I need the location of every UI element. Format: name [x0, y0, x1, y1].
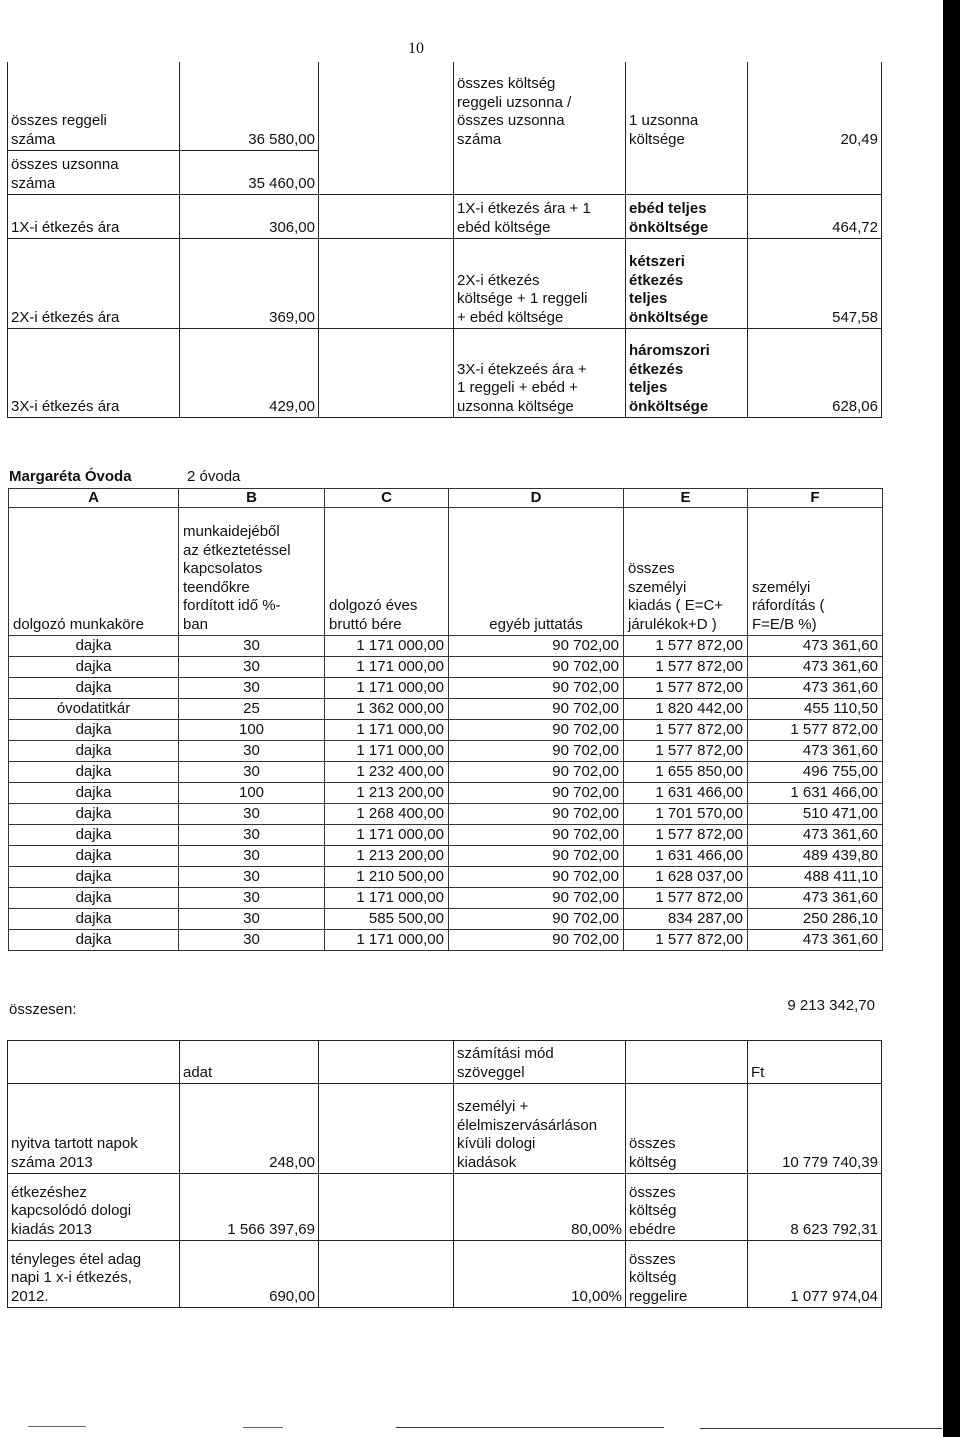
- scan-edge-bar: [943, 0, 960, 1437]
- total-personnel-cost: 1 577 872,00: [624, 720, 748, 741]
- column-letter: E: [624, 489, 748, 508]
- divider: [243, 1427, 283, 1428]
- grid-line: [7, 1307, 882, 1308]
- result-value: 464,72: [832, 218, 878, 236]
- personnel-expense: 455 110,50: [748, 699, 883, 720]
- time-percent: 100: [179, 783, 325, 804]
- other-benefit: 90 702,00: [449, 846, 624, 867]
- divider: [396, 1427, 664, 1428]
- column-header: egyéb juttatás: [449, 508, 624, 636]
- job-title: dajka: [9, 888, 179, 909]
- personnel-expense: 488 411,10: [748, 867, 883, 888]
- staff-rows: [9, 636, 883, 951]
- calc-description: személyi + élelmiszervásárláson kívüli dologi kiadások: [457, 1098, 598, 1171]
- row-value: 690,00: [269, 1287, 315, 1305]
- other-benefit: 90 702,00: [449, 825, 624, 846]
- table-row: [9, 888, 883, 909]
- other-benefit: 90 702,00: [449, 867, 624, 888]
- time-percent: 30: [179, 909, 325, 930]
- total-personnel-cost: 834 287,00: [624, 909, 748, 930]
- total-personnel-cost: 1 631 466,00: [624, 783, 748, 804]
- column-letter: B: [179, 489, 325, 508]
- grid-line: [881, 62, 882, 418]
- row-value: 35 460,00: [248, 174, 315, 192]
- column-header: számítási mód szöveggel: [457, 1045, 554, 1081]
- table-row: [9, 867, 883, 888]
- time-percent: 30: [179, 888, 325, 909]
- other-benefit: 90 702,00: [449, 657, 624, 678]
- table-row: [9, 930, 883, 951]
- row-label: tényleges étel adag napi 1 x-i étkezés, 2012.: [11, 1250, 142, 1305]
- total-personnel-cost: 1 577 872,00: [624, 678, 748, 699]
- gross-salary: 1 232 400,00: [325, 762, 449, 783]
- gross-salary: 1 171 000,00: [325, 636, 449, 657]
- result-label: háromszori étkezés teljes önköltsége: [629, 342, 710, 415]
- personnel-expense: 1 577 872,00: [748, 720, 883, 741]
- staff-cost-table: [8, 488, 882, 951]
- total-value: 9 213 342,70: [787, 997, 875, 1014]
- other-benefit: 90 702,00: [449, 678, 624, 699]
- time-percent: 30: [179, 825, 325, 846]
- total-personnel-cost: 1 577 872,00: [624, 930, 748, 951]
- time-percent: 30: [179, 657, 325, 678]
- job-title: dajka: [9, 846, 179, 867]
- job-title: dajka: [9, 741, 179, 762]
- total-personnel-cost: 1 631 466,00: [624, 846, 748, 867]
- result-value: 547,58: [832, 308, 878, 326]
- gross-salary: 1 171 000,00: [325, 678, 449, 699]
- personnel-expense: 250 286,10: [748, 909, 883, 930]
- table-row: [9, 699, 883, 720]
- divider: [28, 1426, 86, 1427]
- row-value: 306,00: [269, 218, 315, 236]
- column-header: összes személyi kiadás ( E=C+ járulékok+D ): [624, 508, 748, 636]
- gross-salary: 1 171 000,00: [325, 741, 449, 762]
- time-percent: 25: [179, 699, 325, 720]
- personnel-expense: 1 631 466,00: [748, 783, 883, 804]
- institution-title: Margaréta Óvoda: [9, 468, 132, 485]
- row-value: 36 580,00: [248, 130, 315, 148]
- row-value: 369,00: [269, 308, 315, 326]
- percent-value: 80,00%: [571, 1220, 622, 1238]
- personnel-expense: 473 361,60: [748, 825, 883, 846]
- job-title: dajka: [9, 930, 179, 951]
- column-letters-row: [9, 489, 883, 508]
- table-row: [9, 825, 883, 846]
- row-label: 2X-i étkezés ára: [11, 308, 120, 326]
- time-percent: 30: [179, 804, 325, 825]
- job-title: dajka: [9, 657, 179, 678]
- result-label: összes költség reggelire: [629, 1250, 688, 1305]
- row-label: 3X-i étkezés ára: [11, 397, 120, 415]
- time-percent: 30: [179, 741, 325, 762]
- row-label: összes uzsonna száma: [11, 156, 119, 192]
- job-title: dajka: [9, 678, 179, 699]
- gross-salary: 1 171 000,00: [325, 825, 449, 846]
- column-header: dolgozó munkaköre: [9, 508, 179, 636]
- job-title: dajka: [9, 867, 179, 888]
- other-benefit: 90 702,00: [449, 699, 624, 720]
- job-title: dajka: [9, 804, 179, 825]
- column-header: személyi ráfordítás ( F=E/B %): [748, 508, 883, 636]
- time-percent: 30: [179, 846, 325, 867]
- grid-line: [881, 1040, 882, 1308]
- page-number: 10: [408, 40, 424, 57]
- result-label: összes költség: [629, 1135, 677, 1171]
- total-personnel-cost: 1 577 872,00: [624, 636, 748, 657]
- total-personnel-cost: 1 701 570,00: [624, 804, 748, 825]
- total-personnel-cost: 1 577 872,00: [624, 657, 748, 678]
- other-benefit: 90 702,00: [449, 636, 624, 657]
- grid-line: [7, 417, 882, 418]
- column-letter: F: [748, 489, 883, 508]
- column-letter: D: [449, 489, 624, 508]
- row-value: 1 566 397,69: [227, 1220, 315, 1238]
- gross-salary: 1 210 500,00: [325, 867, 449, 888]
- row-label: étkezéshez kapcsolódó dologi kiadás 2013: [11, 1183, 132, 1238]
- row-label: 1X-i étkezés ára: [11, 218, 120, 236]
- row-label: összes reggeli száma: [11, 112, 107, 148]
- column-header: adat: [183, 1063, 213, 1081]
- gross-salary: 1 213 200,00: [325, 783, 449, 804]
- result-label: összes költség ebédre: [629, 1183, 677, 1238]
- column-headers-row: [9, 508, 883, 636]
- cost-allocation-table: [7, 1040, 882, 1308]
- grid-line: [318, 62, 319, 418]
- job-title: dajka: [9, 720, 179, 741]
- personnel-expense: 473 361,60: [748, 888, 883, 909]
- result-value: 1 077 974,04: [790, 1287, 878, 1305]
- institution-subtitle: 2 óvoda: [187, 468, 241, 485]
- time-percent: 30: [179, 762, 325, 783]
- gross-salary: 585 500,00: [325, 909, 449, 930]
- other-benefit: 90 702,00: [449, 720, 624, 741]
- job-title: dajka: [9, 909, 179, 930]
- table-row: [9, 783, 883, 804]
- calc-description: összes költség reggeli uzsonna / összes uzsonna száma: [457, 75, 572, 148]
- table-row: [9, 741, 883, 762]
- personnel-expense: 473 361,60: [748, 657, 883, 678]
- total-personnel-cost: 1 577 872,00: [624, 825, 748, 846]
- personnel-expense: 473 361,60: [748, 636, 883, 657]
- percent-value: 10,00%: [571, 1287, 622, 1305]
- column-header: dolgozó éves bruttó bére: [325, 508, 449, 636]
- total-personnel-cost: 1 577 872,00: [624, 888, 748, 909]
- gross-salary: 1 268 400,00: [325, 804, 449, 825]
- other-benefit: 90 702,00: [449, 762, 624, 783]
- grid-line: [318, 1040, 319, 1308]
- personnel-expense: 496 755,00: [748, 762, 883, 783]
- gross-salary: 1 362 000,00: [325, 699, 449, 720]
- table-row: [9, 636, 883, 657]
- time-percent: 30: [179, 930, 325, 951]
- job-title: dajka: [9, 825, 179, 846]
- gross-salary: 1 171 000,00: [325, 720, 449, 741]
- row-value: 248,00: [269, 1153, 315, 1171]
- table-row: [9, 804, 883, 825]
- other-benefit: 90 702,00: [449, 909, 624, 930]
- gross-salary: 1 171 000,00: [325, 930, 449, 951]
- table-row: [9, 762, 883, 783]
- calc-description: 2X-i étkezés költsége + 1 reggeli + ebéd költsége: [457, 271, 588, 326]
- meal-cost-table: [7, 62, 882, 418]
- table-row: [9, 657, 883, 678]
- result-value: 628,06: [832, 397, 878, 415]
- result-label: ebéd teljes önköltsége: [629, 200, 709, 236]
- personnel-expense: 489 439,80: [748, 846, 883, 867]
- table-row: [9, 846, 883, 867]
- personnel-expense: 473 361,60: [748, 930, 883, 951]
- gross-salary: 1 171 000,00: [325, 888, 449, 909]
- gross-salary: 1 171 000,00: [325, 657, 449, 678]
- time-percent: 30: [179, 678, 325, 699]
- divider: [700, 1428, 942, 1429]
- other-benefit: 90 702,00: [449, 930, 624, 951]
- row-value: 429,00: [269, 397, 315, 415]
- job-title: dajka: [9, 783, 179, 804]
- job-title: dajka: [9, 636, 179, 657]
- total-label: összesen:: [9, 1001, 77, 1018]
- column-letter: C: [325, 489, 449, 508]
- personnel-expense: 510 471,00: [748, 804, 883, 825]
- calc-description: 1X-i étkezés ára + 1 ebéd költsége: [457, 200, 591, 236]
- table-row: [9, 720, 883, 741]
- result-value: 8 623 792,31: [790, 1220, 878, 1238]
- other-benefit: 90 702,00: [449, 888, 624, 909]
- table-row: [9, 909, 883, 930]
- job-title: dajka: [9, 762, 179, 783]
- calc-description: 3X-i étekzeés ára + 1 reggeli + ebéd + uzsonna költsége: [457, 360, 587, 415]
- time-percent: 100: [179, 720, 325, 741]
- gross-salary: 1 213 200,00: [325, 846, 449, 867]
- result-value: 20,49: [840, 130, 878, 148]
- result-label: kétszeri étkezés teljes önköltsége: [629, 253, 709, 326]
- column-letter: A: [9, 489, 179, 508]
- row-label: nyitva tartott napok száma 2013: [11, 1135, 138, 1171]
- personnel-expense: 473 361,60: [748, 678, 883, 699]
- total-personnel-cost: 1 655 850,00: [624, 762, 748, 783]
- column-header: munkaidejéből az étkeztetéssel kapcsolatos teendőkre fordított idő %- ban: [179, 508, 325, 636]
- job-title: óvodatitkár: [9, 699, 179, 720]
- total-personnel-cost: 1 820 442,00: [624, 699, 748, 720]
- other-benefit: 90 702,00: [449, 741, 624, 762]
- total-personnel-cost: 1 577 872,00: [624, 741, 748, 762]
- table-row: [9, 678, 883, 699]
- total-personnel-cost: 1 628 037,00: [624, 867, 748, 888]
- time-percent: 30: [179, 636, 325, 657]
- column-header: Ft: [751, 1063, 765, 1081]
- other-benefit: 90 702,00: [449, 783, 624, 804]
- personnel-expense: 473 361,60: [748, 741, 883, 762]
- time-percent: 30: [179, 867, 325, 888]
- result-label: 1 uzsonna költsége: [629, 112, 699, 148]
- other-benefit: 90 702,00: [449, 804, 624, 825]
- result-value: 10 779 740,39: [782, 1153, 878, 1171]
